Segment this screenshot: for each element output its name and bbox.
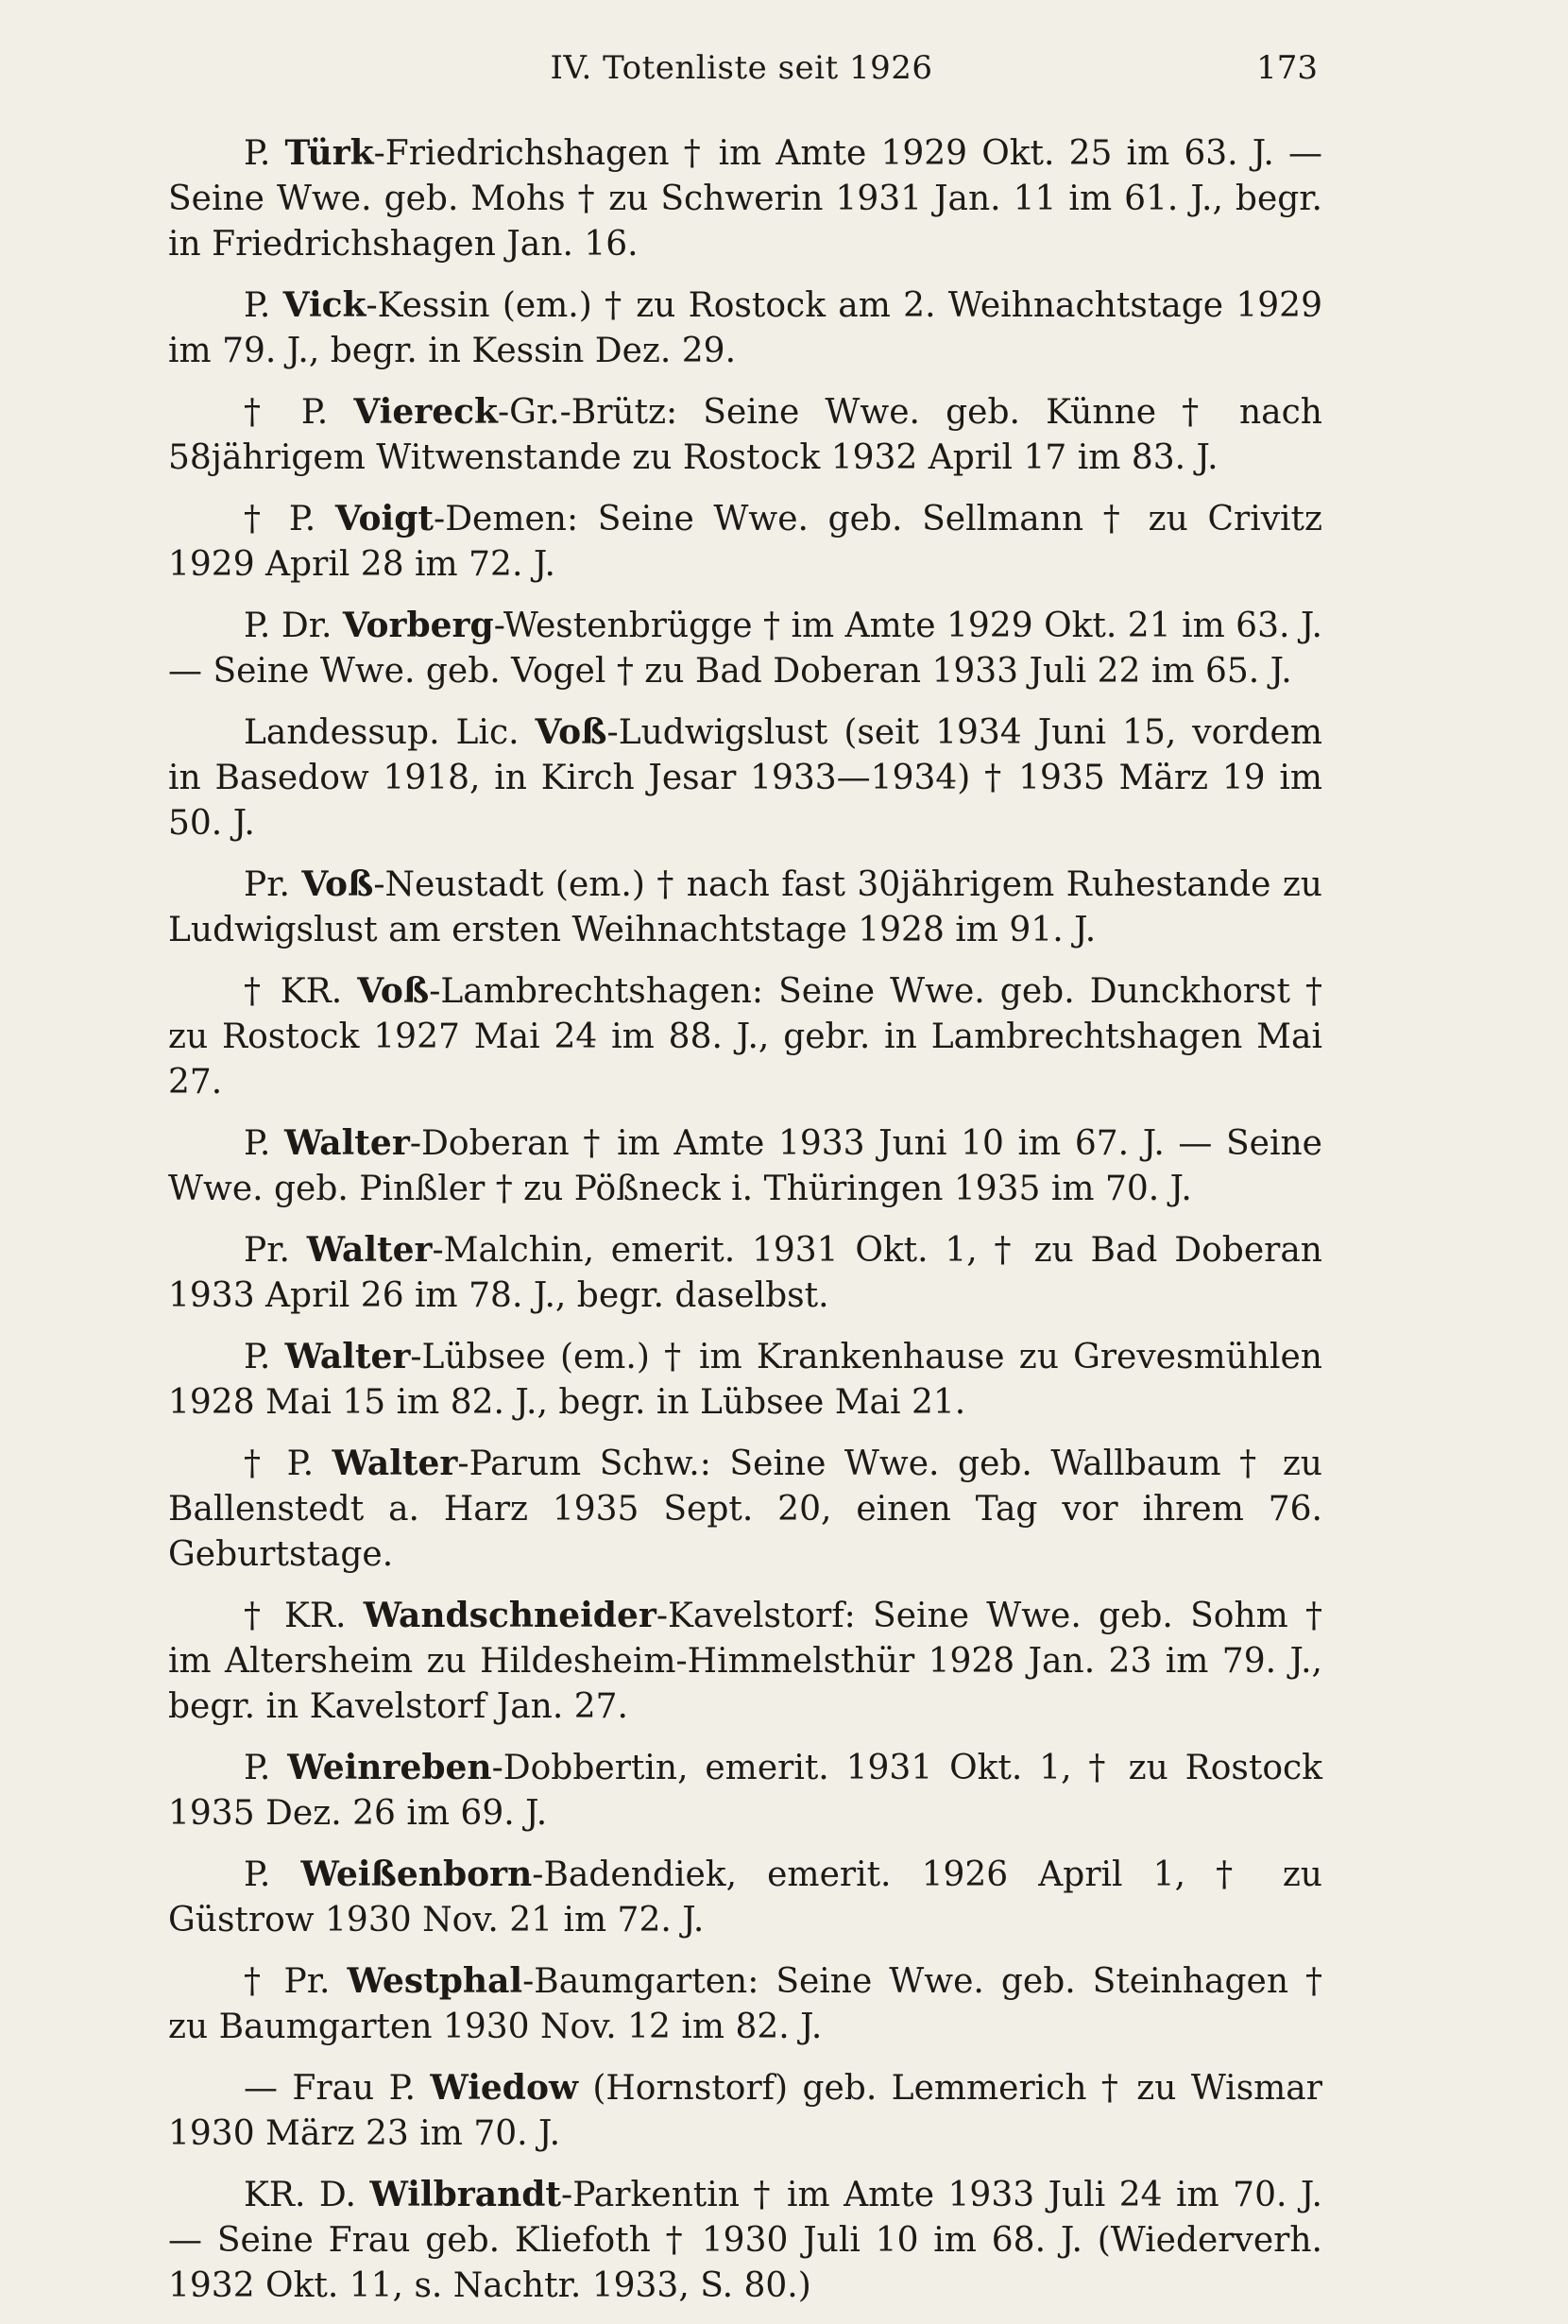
obituary-entry: Landessup. Lic. Voß-Ludwigslust (seit 1934 Juni 15, vordem in Basedow 1918, in Kirch Jesar 1933—1934) † 1935 März 19 im 50. J. [168,712,1322,843]
obituary-entry: † Pr. Westphal-Baumgarten: Seine Wwe. geb. Steinhagen † zu Baumgarten 1930 Nov. 12 im 82. J. [168,1961,1322,2046]
entry-name: Walter [332,1444,458,1483]
entry-name: Voß [357,971,430,1011]
obituary-entry: P. Türk-Friedrichshagen † im Amte 1929 Okt. 25 im 63. J. — Seine Wwe. geb. Mohs † zu Schwerin 1931 Jan. 11 im 61. J., begr. in Friedrichshagen Jan. 16. [168,133,1322,264]
entry-name: Voß [301,864,374,904]
obituary-entry: KR. D. Wilbrandt-Parkentin † im Amte 1933 Juli 24 im 70. J. — Seine Frau geb. Kliefoth † 1930 Juli 10 im 68. J. (Wiederverh. 1932 Okt. 11, s. Nachtr. 1933, S. 80.) [168,2175,1323,2305]
obituary-entry: † KR. Wandschneider-Kavelstorf: Seine Wwe. geb. Sohm † im Altersheim zu Hildesheim-Himmelsthür 1928 Jan. 23 im 79. J., begr. in Kavelstorf Jan. 27. [168,1596,1322,1726]
entry-name: Wandschneider [363,1596,656,1635]
entry-name: Viereck [353,392,498,432]
page-header [165,49,1318,96]
entry-name: Weißenborn [300,1854,533,1894]
obituary-entry: — Frau P. Wiedow (Hornstorf) geb. Lemmerich † zu Wismar 1930 März 23 im 70. J. [168,2068,1322,2153]
entry-name: Weinreben [287,1748,492,1787]
entry-name: Wiedow [430,2068,578,2108]
obituary-entry: P. Vick-Kessin (em.) † zu Rostock am 2. Weihnachtstage 1929 im 79. J., begr. in Kessin Dez. 29. [168,285,1322,370]
entry-name: Walter [306,1230,433,1270]
obituary-entry: † KR. Voß-Lambrechtshagen: Seine Wwe. geb. Dunckhorst † zu Rostock 1927 Mai 24 im 88. J., gebr. in Lambrechtshagen Mai 27. [168,971,1322,1102]
obituary-entry: Pr. Voß-Neustadt (em.) † nach fast 30jährigem Ruhestande zu Ludwigslust am ersten Weihnachtstage 1928 im 91. J. [168,864,1322,949]
obituary-entry: P. Weißenborn-Badendiek, emerit. 1926 April 1, † zu Güstrow 1930 Nov. 21 im 72. J. [168,1854,1322,1940]
entry-name: Voigt [334,499,435,538]
obituary-entry: P. Walter-Lübsee (em.) † im Krankenhause zu Grevesmühlen 1928 Mai 15 im 82. J., begr. in Lübsee Mai 21. [168,1337,1322,1422]
entry-name: Vick [282,285,366,325]
obituary-entry: † P. Walter-Parum Schw.: Seine Wwe. geb. Wallbaum † zu Ballenstedt a. Harz 1935 Sept. 20, einen Tag vor ihrem 76. Geburtstage. [168,1444,1322,1574]
obituary-list [168,130,1322,2324]
entry-name: Walter [284,1337,411,1376]
obituary-entry: P. Walter-Doberan † im Amte 1933 Juni 10 im 67. J. — Seine Wwe. geb. Pinßler † zu Pößneck i. Thüringen 1935 im 70. J. [168,1123,1322,1208]
obituary-entry: † P. Voigt-Demen: Seine Wwe. geb. Sellmann † zu Crivitz 1929 April 28 im 72. J. [168,499,1322,584]
entry-name: Türk [284,133,374,173]
obituary-entry: † P. Viereck-Gr.-Brütz: Seine Wwe. geb. Künne † nach 58jährigem Witwenstande zu Rostock 1932 April 17 im 83. J. [168,392,1322,477]
obituary-entry: P. Weinreben-Dobbertin, emerit. 1931 Okt. 1, † zu Rostock 1935 Dez. 26 im 69. J. [168,1748,1322,1833]
entry-name: Westphal [347,1961,523,2001]
obituary-entry: P. Dr. Vorberg-Westenbrügge † im Amte 1929 Okt. 21 im 63. J. — Seine Wwe. geb. Vogel † zu Bad Doberan 1933 Juli 22 im 65. J. [168,606,1322,691]
running-title: IV. Totenliste seit 1926 [550,49,933,87]
obituary-entry: Pr. Walter-Malchin, emerit. 1931 Okt. 1, † zu Bad Doberan 1933 April 26 im 78. J., begr. daselbst. [168,1230,1322,1315]
entry-name: Vorberg [342,606,494,645]
entry-name: Walter [284,1123,410,1163]
entry-name: Wilbrandt [369,2175,562,2214]
entry-name: Voß [535,712,607,752]
page-number: 173 [1256,49,1318,87]
